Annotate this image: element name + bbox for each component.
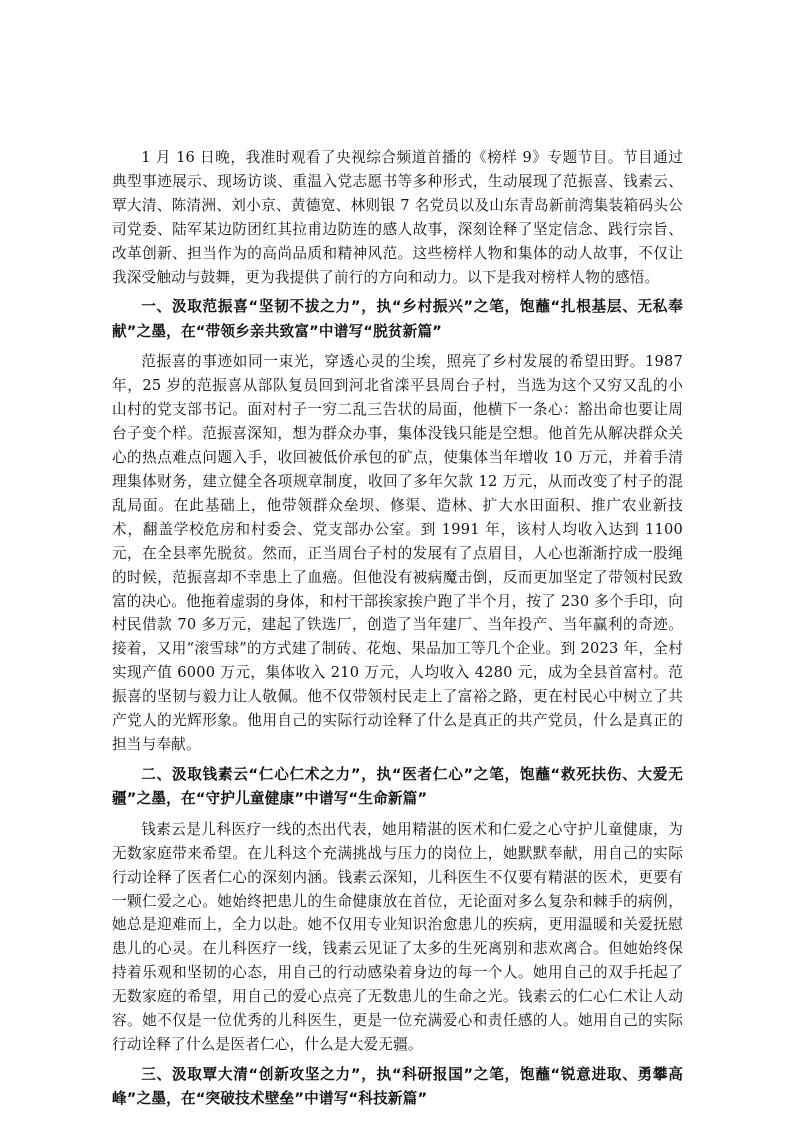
document-page [112,146,683,1118]
section-3-heading: 三、汲取覃大清“创新攻坚之力”，执“科研报国”之笔，饱蘸“锐意进取、勇攀高峰”之墨，在“突破技术壁垒”中谱写“科技新篇” [112,1065,683,1108]
section-1-heading: 一、汲取范振喜“坚韧不拔之力”，执“乡村振兴”之笔，饱蘸“扎根基层、无私奉献”之墨，在“带领乡亲共致富”中谱写“脱贫新篇” [112,298,683,340]
section-2-heading: 二、汲取钱素云“仁心仁术之力”，执“医者仁心”之笔，饱蘸“救死扶伤、大爱无疆”之墨，在“守护儿童健康”中谱写“生命新篇” [112,765,683,808]
section-2-body: 钱素云是儿科医疗一线的杰出代表，她用精湛的医术和仁爱之心守护儿童健康，为无数家庭带来希望。在儿科这个充满挑战与压力的岗位上，她默默奉献，用自己的实际行动诠释了医者仁心的深刻内涵。钱素云深知，儿科医生不仅要有精湛的医术，更要有一颗仁爱之心。她始终把患儿的生命健康放在首位，无论面对多么复杂和棘手的病例，她总是迎难而上，全力以赴。她不仅用专业知识治愈患儿的疾病，更用温暖和关爱抚慰患儿的心灵。在儿科医疗一线，钱素云见证了太多的生死离别和悲欢离合。但她始终保持着乐观和坚韧的心态，用自己的行动感染着身边的每一个人。她用自己的双手托起了无数家庭的希望，用自己的爱心点亮了无数患儿的生命之光。钱素云的仁心仁术让人动容。她不仅是一位优秀的儿科医生，更是一位充满爱心和责任感的人。她用自己的实际行动诠释了什么是医者仁心，什么是大爱无疆。 [112,820,683,1053]
section-1-body: 范振喜的事迹如同一束光，穿透心灵的尘埃，照亮了乡村发展的希望田野。1987 年，25 岁的范振喜从部队复员回到河北省滦平县周台子村，当选为这个又穷又乱的小山村的党支部书记。面对村子一穷二乱三告状的局面，他横下一条心：豁出命也要让周台子变个样。范振喜深知，想为群众办事，集体没钱只能是空想。他首先从解决群众关心的热点难点问题入手，收回被低价承包的矿点，使集体当年增收 10 万元，并着手清理集体财务，建立健全各项规章制度，收回了多年欠款 12 万元，从而改变了村子的混乱局面。在此基础上，他带领群众垒坝、修渠、造林、扩大水田面积、推广农业新技术，翻盖学校危房和村委会、党支部办公室。到 1991 年，该村人均收入达到 1100 元，在全县率先脱贫。然而，正当周台子村的发展有了点眉目，人心也渐渐拧成一股绳的时候，范振喜却不幸患上了血癌。但他没有被病魔击倒，反而更加坚定了带领村民致富的决心。他拖着虚弱的身体，和村干部挨家挨户跑了半个月，按了 230 多个手印，向村民借款 70 多万元，建起了铁选厂，创造了当年建厂、当年投产、当年赢利的奇迹。接着，又用“滚雪球”的方式建了制砖、花炮、果品加工等几个企业。到 2023 年，全村实现产值 6000 万元，集体收入 210 万元，人均收入 4280 元，成为全县首富村。范振喜的坚韧与毅力让人敬佩。他不仅带领村民走上了富裕之路，更在村民心中树立了共产党人的光辉形象。他用自己的实际行动诠释了什么是真正的共产党员，什么是真正的担当与奉献。 [112,353,683,753]
intro-paragraph: 1 月 16 日晚，我准时观看了央视综合频道首播的《榜样 9》专题节目。节目通过典型事迹展示、现场访谈、重温入党志愿书等多种形式，生动展现了范振喜、钱素云、覃大清、陈清洲、刘小京、黄德宽、林则银 7 名党员以及山东青岛新前湾集装箱码头公司党委、陆军某边防团红其拉甫边防连的感人故事，深刻诠释了坚定信念、践行宗旨、改革创新、担当作为的高尚品质和精神风范。这些榜样人物和集体的动人故事，不仅让我深受触动与鼓舞，更为我提供了前行的方向和动力。以下是我对榜样人物的感悟。 [112,149,683,286]
